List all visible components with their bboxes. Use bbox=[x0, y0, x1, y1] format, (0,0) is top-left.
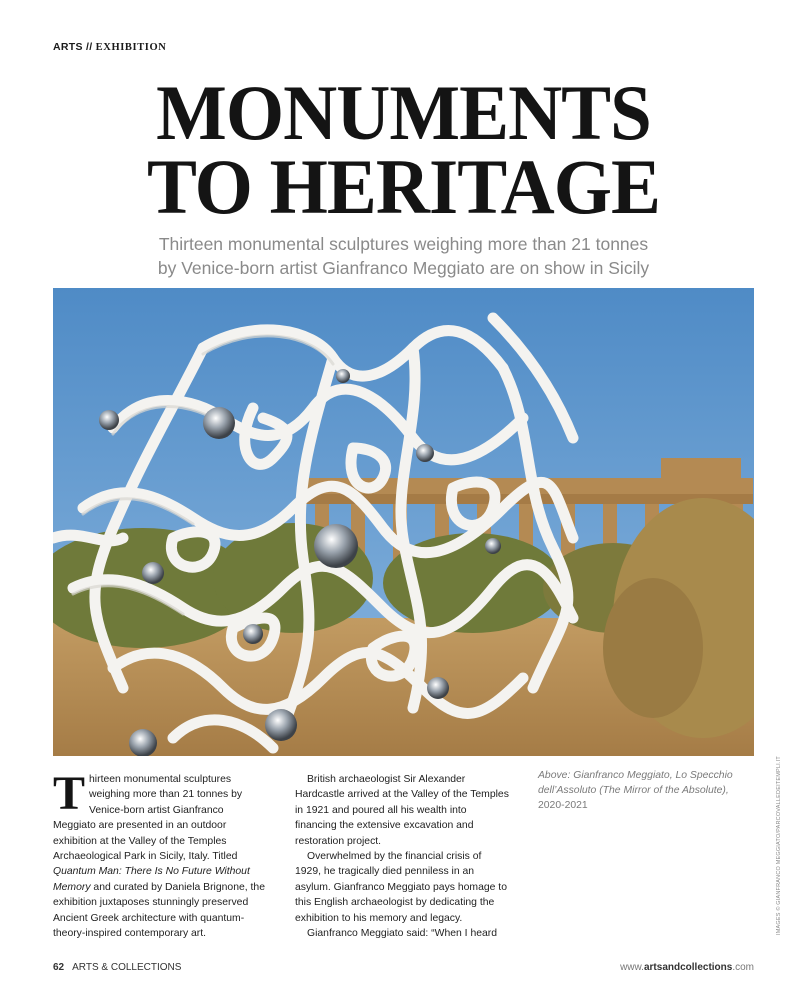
hero-photo bbox=[53, 288, 754, 756]
body-column-1 bbox=[53, 767, 268, 941]
headline bbox=[16, 69, 791, 230]
page-number: 62 bbox=[53, 962, 65, 973]
section-category: ARTS bbox=[53, 41, 83, 53]
section-subsection: EXHIBITION bbox=[95, 42, 167, 53]
url-prefix: www. bbox=[620, 962, 644, 973]
body-paragraph-3: Overwhelmed by the financial crisis of 1929, he tragically died penniless in an asylum. Gianfranco Meggiato pays homage to this English archaeologist by dedicating the exhibition to his memory and legacy. bbox=[295, 851, 507, 924]
standfirst-line-2: by Venice-born artist Gianfranco Meggiato are on show in Sicily bbox=[157, 258, 650, 278]
body-paragraph-1 bbox=[53, 767, 268, 941]
photo-caption bbox=[538, 768, 753, 813]
caption-year: 2020-2021 bbox=[538, 800, 588, 811]
section-separator: // bbox=[86, 41, 93, 53]
sculpture-photo-icon bbox=[53, 288, 754, 756]
image-credit: IMAGES © GIANFRANCO MEGGIATO/PARCOVALLEDEITEMPLI.IT bbox=[776, 756, 782, 935]
caption-lead: Above: Gianfranco Meggiato, bbox=[538, 770, 676, 781]
caption-title: Lo Specchio dell’Assoluto (The Mirror of the Absolute), bbox=[538, 770, 733, 796]
headline-line-2: TO HERITAGE bbox=[146, 143, 661, 230]
footer-folio bbox=[53, 962, 181, 973]
drop-cap: T bbox=[53, 767, 86, 820]
footer-url[interactable] bbox=[620, 962, 754, 973]
publication-name: ARTS & COLLECTIONS bbox=[72, 962, 182, 973]
standfirst-line-1: Thirteen monumental sculptures weighing more than 21 tonnes bbox=[158, 234, 649, 254]
body-column-2 bbox=[295, 772, 510, 941]
section-tag bbox=[53, 41, 166, 53]
body-text-a: hirteen monumental sculptures weighing more than 21 tonnes by Venice-born artist Gianfranco Meggiato are presented in an outdoor exhibition at the Valley of the Temples Archaeological Park in Sicily, Italy. Titled bbox=[53, 774, 243, 863]
body-paragraph-2: British archaeologist Sir Alexander Hardcastle arrived at the Valley of the Temples in 1921 and poured all his wealth into financing the extensive excavation and restoration project. bbox=[295, 774, 509, 847]
exhibition-title: Quantum Man: There Is No Future Without Memory bbox=[53, 866, 250, 893]
body-paragraph-4: Gianfranco Meggiato said: “When I heard bbox=[307, 928, 498, 940]
standfirst bbox=[0, 232, 807, 280]
url-suffix: .com bbox=[732, 962, 754, 973]
headline-line-1: MONUMENTS bbox=[156, 69, 651, 156]
body-text-b: and curated by Daniela Brignone, the exhibition juxtaposes stunningly preserved Ancient Greek architecture with quantum-theory-inspired contemporary art. bbox=[53, 881, 265, 940]
url-bold: artsandcollections bbox=[643, 962, 733, 973]
